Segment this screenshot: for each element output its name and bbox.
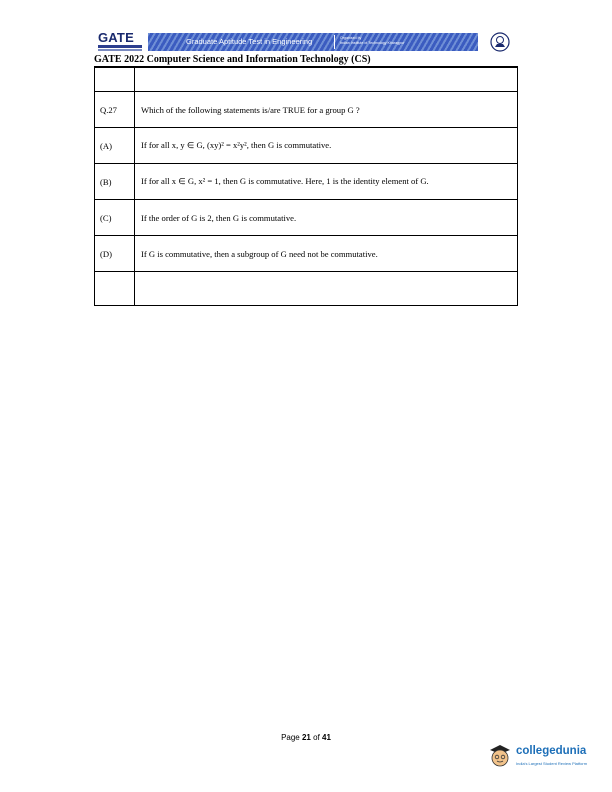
gate-logo-bar-secondary bbox=[98, 49, 142, 51]
header-banner bbox=[94, 30, 518, 54]
table-row bbox=[95, 272, 518, 306]
option-row-a bbox=[95, 128, 518, 164]
brand-name: collegedunia bbox=[516, 745, 587, 757]
table-row bbox=[95, 68, 518, 92]
page-current: 21 bbox=[301, 733, 311, 742]
page-number bbox=[0, 733, 612, 742]
banner-organiser bbox=[340, 36, 404, 45]
organiser-line2: Indian Institute of Technology Kharagpur bbox=[340, 40, 405, 45]
gate-logo bbox=[94, 30, 148, 54]
document-title: GATE 2022 Computer Science and Information Technology (CS) bbox=[94, 54, 371, 65]
page-of: of bbox=[313, 733, 320, 742]
empty-cell bbox=[95, 68, 135, 92]
option-row-c bbox=[95, 200, 518, 236]
iit-emblem-icon bbox=[490, 32, 510, 52]
option-text: If the order of G is 2, then G is commutative. bbox=[135, 200, 518, 236]
option-row-d bbox=[95, 236, 518, 272]
question-text: Which of the following statements is/are TRUE for a group G ? bbox=[135, 92, 518, 128]
gate-logo-text: GATE bbox=[98, 30, 134, 45]
option-text: If G is commutative, then a subgroup of G need not be commutative. bbox=[135, 236, 518, 272]
question-table bbox=[94, 67, 518, 306]
banner-divider bbox=[334, 35, 335, 49]
option-label: (A) bbox=[95, 128, 135, 164]
option-row-b bbox=[95, 164, 518, 200]
banner-title: Graduate Aptitude Test in Engineering bbox=[186, 37, 313, 46]
mascot-icon bbox=[486, 742, 514, 770]
question-number: Q.27 bbox=[95, 92, 135, 128]
brand-tagline: India's Largest Student Review Platform bbox=[516, 761, 588, 766]
organiser-line1: Organised by bbox=[340, 36, 362, 40]
option-label: (C) bbox=[95, 200, 135, 236]
collegedunia-logo bbox=[486, 742, 602, 772]
empty-cell bbox=[135, 68, 518, 92]
option-label: (D) bbox=[95, 236, 135, 272]
question-row bbox=[95, 92, 518, 128]
option-label: (B) bbox=[95, 164, 135, 200]
option-text: If for all x, y ∈ G, (xy)² = x²y², then G is commutative. bbox=[135, 128, 518, 164]
page-total: 41 bbox=[322, 733, 331, 742]
gate-logo-bar bbox=[98, 45, 142, 48]
page-prefix: Page bbox=[281, 733, 300, 742]
empty-cell bbox=[135, 272, 518, 306]
empty-cell bbox=[95, 272, 135, 306]
option-text: If for all x ∈ G, x² = 1, then G is commutative. Here, 1 is the identity element of G. bbox=[135, 164, 518, 200]
